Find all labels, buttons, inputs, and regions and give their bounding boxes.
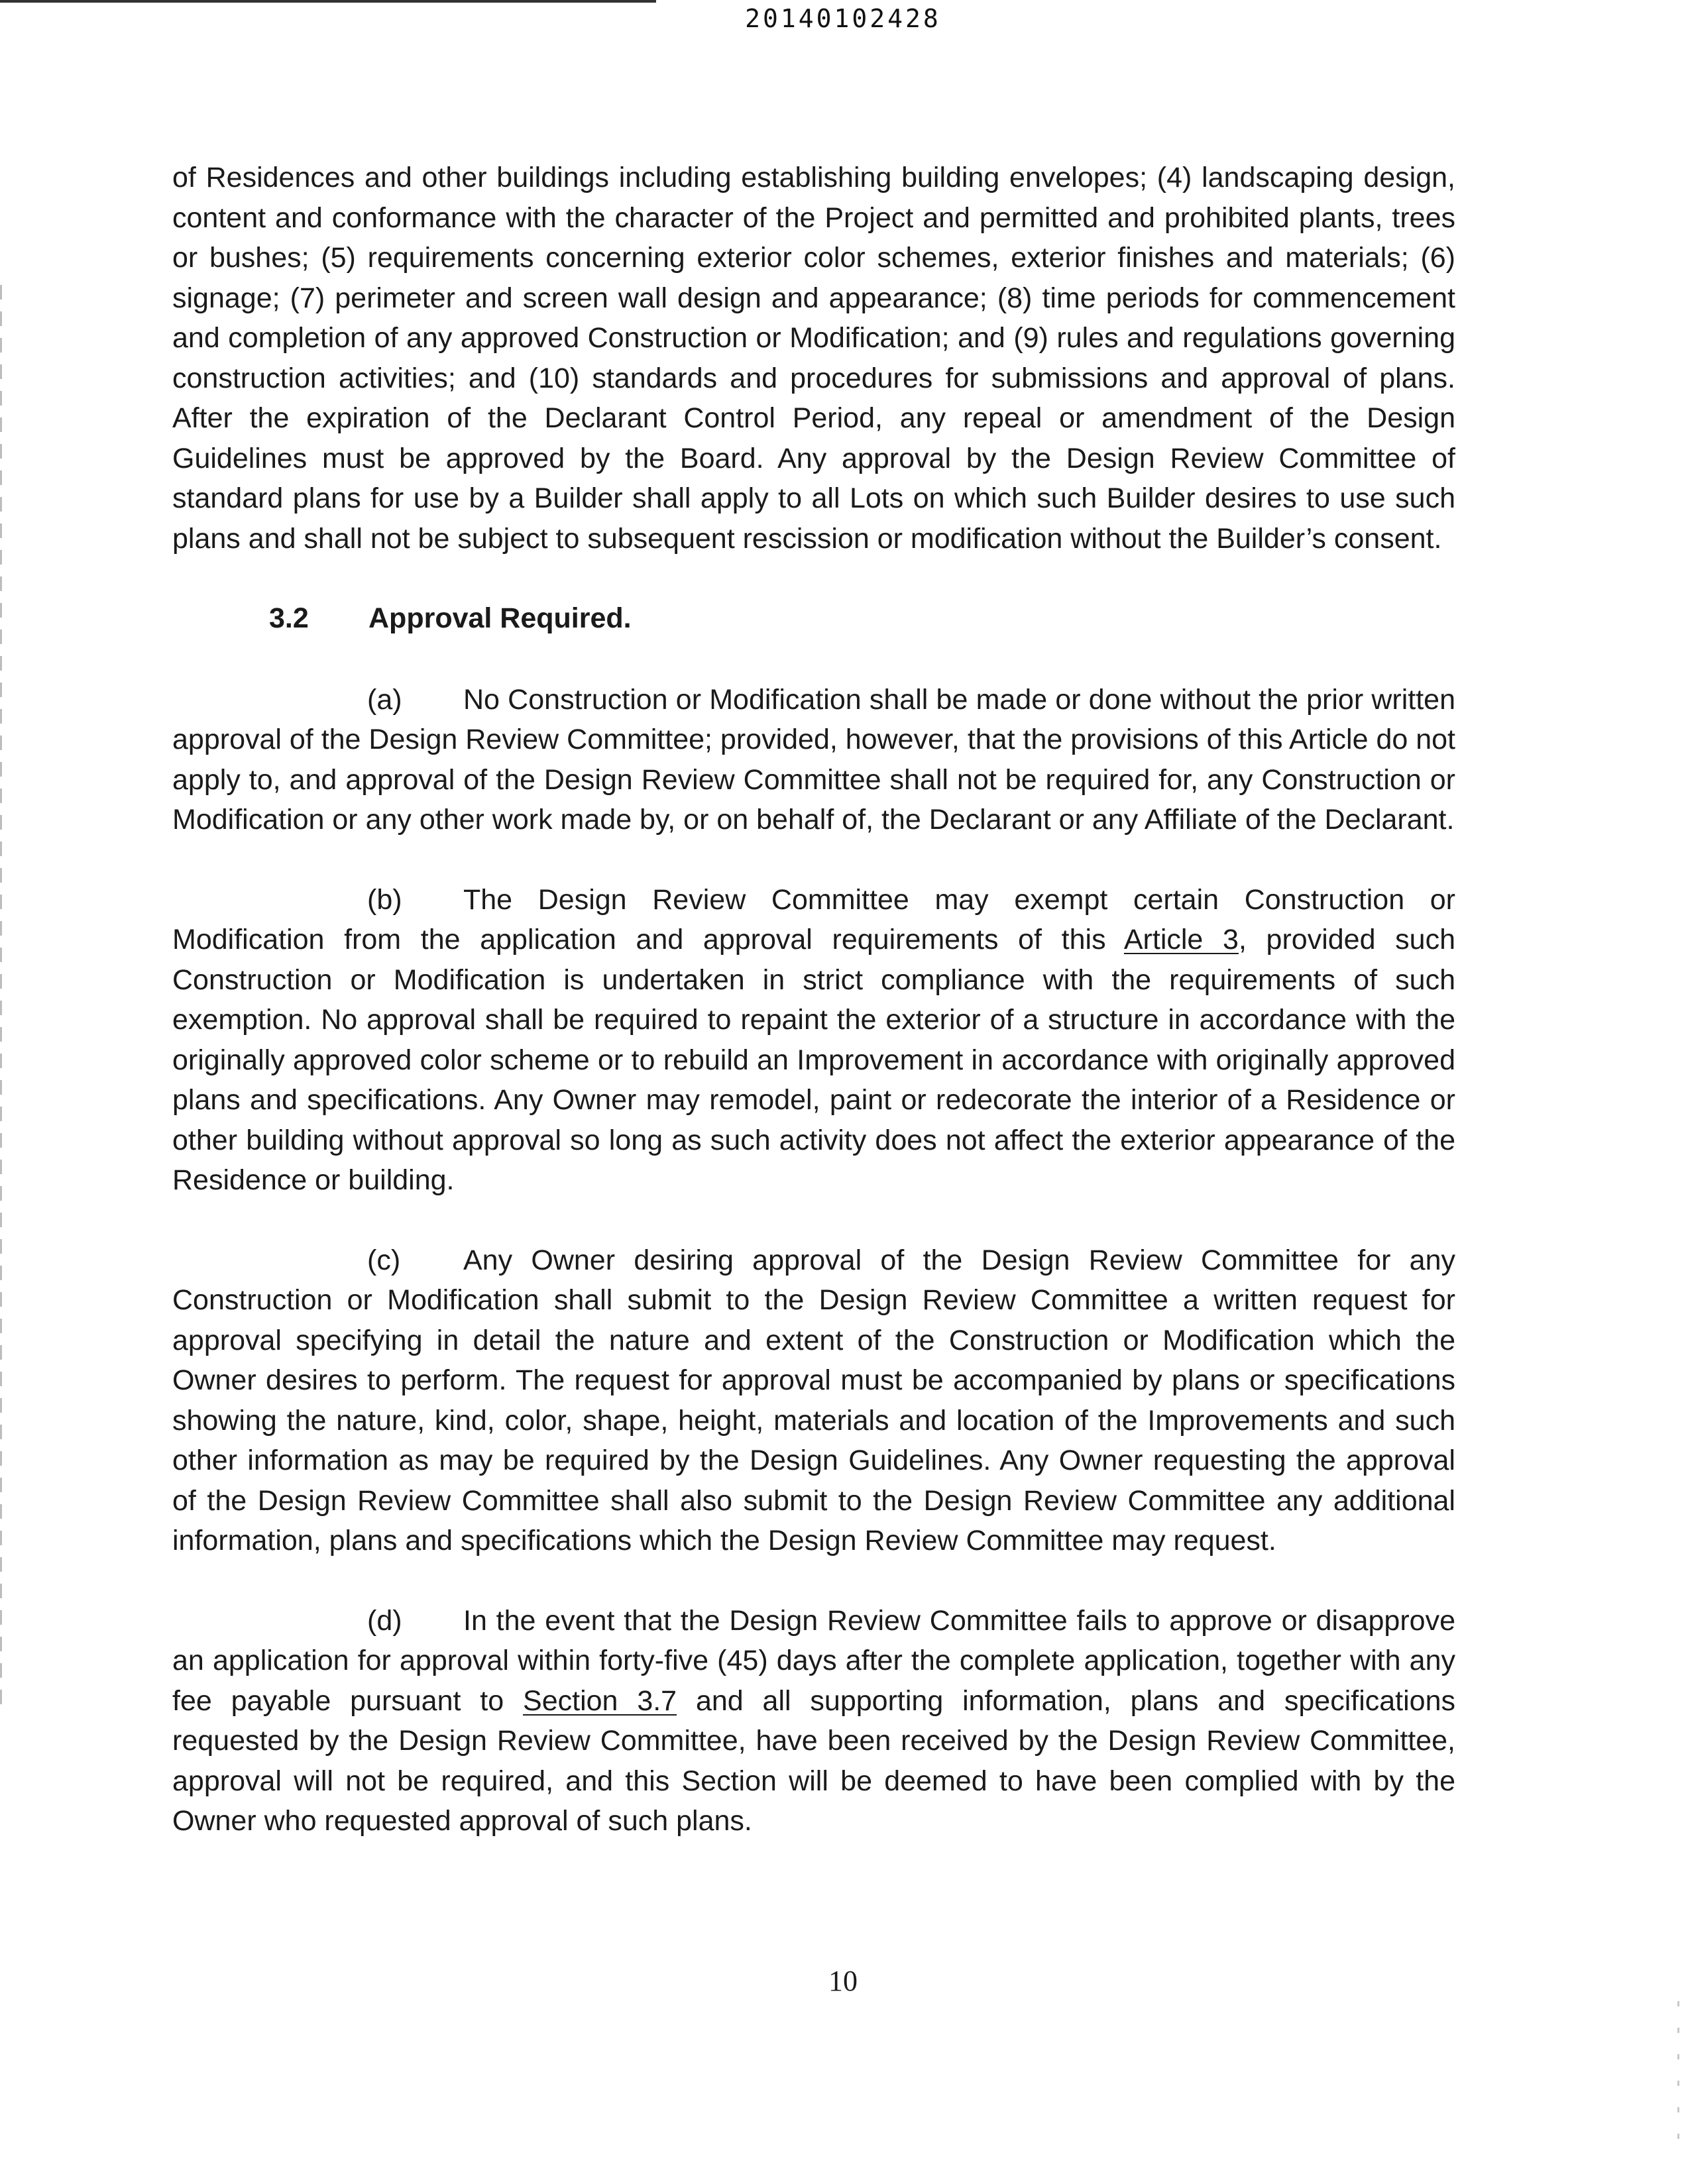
- item-d-paragraph: [172, 1601, 1455, 1841]
- page-number: 10: [828, 1965, 858, 1997]
- item-b-marker: (b): [367, 883, 402, 916]
- section-heading: [269, 598, 1455, 639]
- article-3-reference: Article 3: [1123, 924, 1239, 956]
- document-number: 20140102428: [745, 4, 941, 33]
- item-a-marker: (a): [367, 683, 402, 716]
- item-c-text: Any Owner desiring approval of the Design Review Committee for any Construction or Modification shall submit to the Design Review Committee a written request for approval specifying in detail the nature and extent of the Construction or Modification which the Owner desires to perform. The request for approval must be accompanied by plans or specifications showing the nature, kind, color, shape, height, materials and location of the Improvements and such other information as may be required by the Design Guidelines. Any Owner requesting the approval of the Design Review Committee shall also submit to the Design Review Committee any additional information, plans and specifications which the Design Review Committee may request.: [172, 1244, 1455, 1556]
- section-title: Approval Required.: [368, 602, 632, 634]
- item-d-text-start: In the event that the Design Review Committee fails to approve or disapprove an application for approval within forty-five (45) days after the complete application, together with any fee payable pursuant to: [172, 1604, 1455, 1717]
- item-b-text-end: , provided such Construction or Modification is undertaken in strict compliance with the requirements of such exemption. No approval shall be required to repaint the exterior of a structure in accordance with the originally approved color scheme or to rebuild an Improvement in accordance with originally approved plans and specifications. Any Owner may remodel, paint or redecorate the interior of a Residence or other building without approval so long as such activity does not affect the exterior appearance of the Residence or building.: [172, 924, 1455, 1196]
- item-d-text-end: and all supporting information, plans and specifications requested by the Design Review Committee, have been received by the Design Review Committee, approval will not be required, and this Section will be deemed to have been complied with by the Owner who requested approval of such plans.: [172, 1684, 1455, 1837]
- item-c-paragraph: [172, 1240, 1455, 1561]
- item-a-paragraph: [172, 680, 1455, 840]
- item-b-paragraph: [172, 880, 1455, 1201]
- item-b-text-start: The Design Review Committee may exempt certain Construction or Modification from the application and approval requirements of this: [172, 883, 1455, 956]
- section-number: 3.2: [269, 602, 309, 634]
- section-3-7-reference: Section 3.7: [523, 1684, 677, 1717]
- item-c-marker: (c): [367, 1244, 401, 1276]
- item-a-text: No Construction or Modification shall be made or done without the prior written approval of the Design Review Committee; provided, however, that the provisions of this Article do not apply to, and approval of the Design Review Committee shall not be required for, any Construction or Modification or any other work made by, or on behalf of, the Declarant or any Affiliate of the Declarant.: [172, 683, 1456, 836]
- document-body: [172, 158, 1455, 1841]
- scan-right-specks: [1677, 2001, 1679, 2154]
- scan-top-rule: [0, 0, 656, 3]
- scan-left-edge: [0, 285, 2, 1710]
- item-d-marker: (d): [367, 1604, 402, 1637]
- intro-paragraph: of Residences and other buildings including establishing building envelopes; (4) landscaping design, content and conformance with the character of the Project and permitted and prohibited plants, trees or bushes; (5) requirements concerning exterior color schemes, exterior finishes and materials; (6) signage; (7) perimeter and screen wall design and appearance; (8) time periods for commencement and completion of any approved Construction or Modification; and (9) rules and regulations governing construction activities; and (10) standards and procedures for submissions and approval of plans. After the expiration of the Declarant Control Period, any repeal or amendment of the Design Guidelines must be approved by the Board. Any approval by the Design Review Committee of standard plans for use by a Builder shall apply to all Lots on which such Builder desires to use such plans and shall not be subject to subsequent rescission or modification without the Builder’s consent.: [172, 162, 1455, 555]
